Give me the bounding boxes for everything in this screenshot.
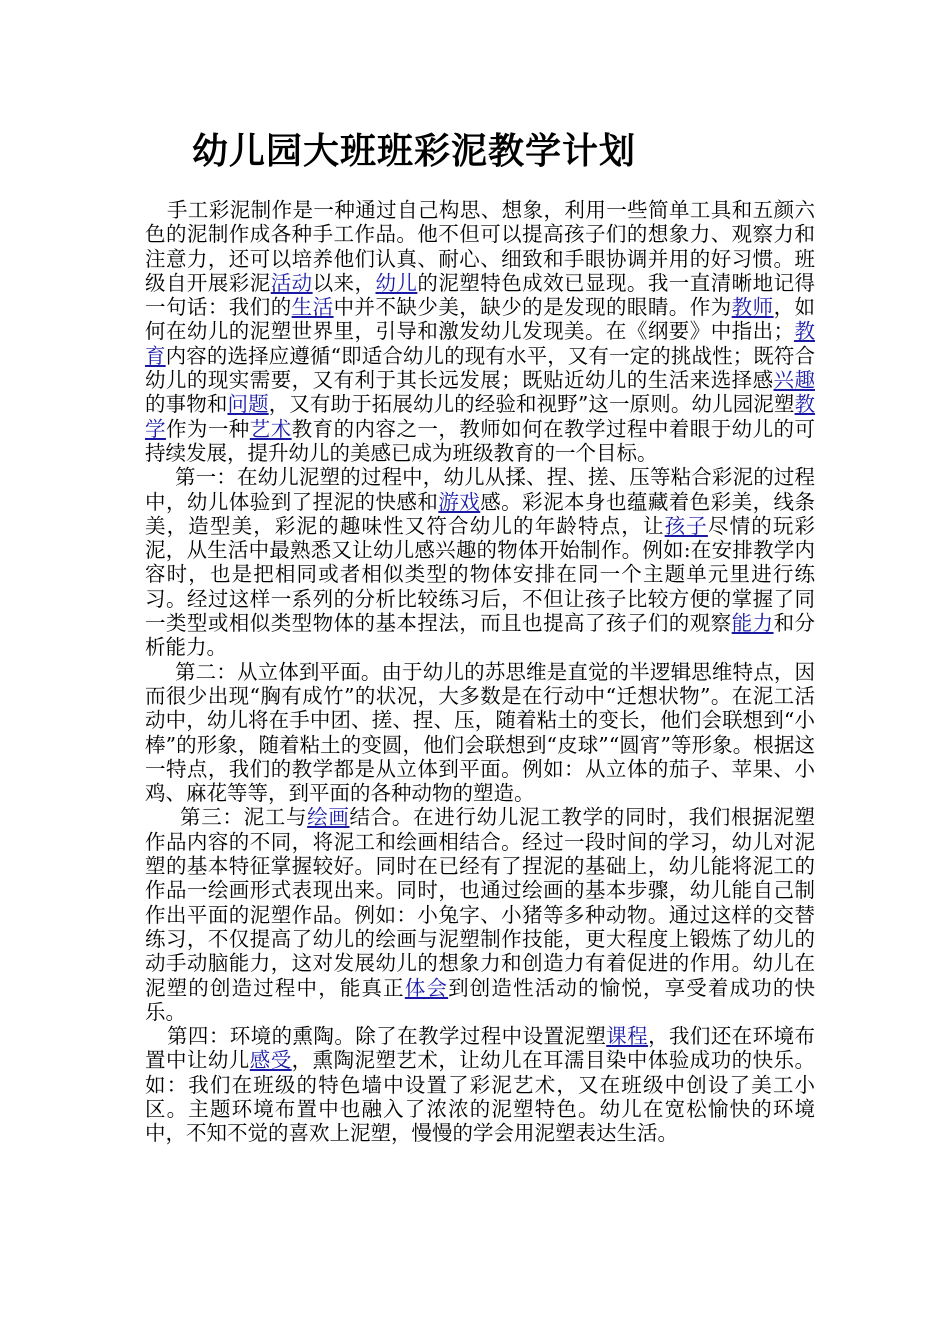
- inline-link[interactable]: 能力: [731, 611, 774, 636]
- document-body: [145, 198, 815, 1146]
- inline-link[interactable]: 课程: [606, 1024, 649, 1049]
- paragraph-text: 中并不缺少美，缺少的是发现的眼睛。作为: [333, 295, 732, 320]
- paragraph-text: 第一：在幼儿泥塑的过程中，幼儿从揉、捏、搓、压等粘合彩泥的过程中，幼儿体验到了捏泥的快感和: [145, 465, 815, 514]
- paragraph-text: ，如何在幼儿的泥塑世界里，引导和激发幼儿发现美。在《纲要》中指出；: [145, 295, 816, 344]
- paragraph-text: 以来，: [312, 270, 376, 295]
- paragraph-fourth: [145, 1024, 815, 1145]
- paragraph-text: ，又有助于拓展幼儿的经验和视野”这一原则。幼儿园泥塑: [268, 392, 795, 417]
- inline-link[interactable]: 体会: [404, 975, 449, 1000]
- paragraph-text: 手工彩泥制作是一种通过自己构思、想象，利用一些简单工具和五颜六色的泥制作成各种手工作品。他不但可以提高孩子们的想象力、观察力和注意力，还可以培养他们认真、耐心、细致和手眼协调并用的好习惯。班级自开展彩泥: [145, 198, 815, 295]
- paragraph-text: 感。彩泥本身也蕴藏着色彩美，线条美，造型美，彩泥的趣味性又符合幼儿的年龄特点，让: [145, 489, 816, 538]
- paragraph-text: 和分析能力。: [145, 611, 816, 660]
- inline-link[interactable]: 幼儿: [375, 270, 418, 295]
- paragraph-text: 到创造性活动的愉悦，享受着成功的快乐。: [145, 975, 816, 1024]
- inline-link[interactable]: 绘画: [307, 805, 350, 830]
- paragraph-text: 内容的选择应遵循“即适合幼儿的现有水平，又有一定的挑战性；既符合幼儿的现实需要，又有利于其长远发展；既贴近幼儿的生活来选择感: [145, 343, 816, 393]
- inline-link[interactable]: 教育: [145, 319, 815, 368]
- document-title: 幼儿园大班班彩泥教学计划: [192, 131, 637, 172]
- paragraph-text: 的泥塑特色成效已显现。我一直清晰地记得一句话：我们的: [145, 270, 816, 320]
- paragraph-second: [145, 660, 815, 806]
- paragraph-text: 第二：从立体到平面。由于幼儿的苏思维是直觉的半逻辑思维特点，因而很少出现“胸有成竹”的状况，大多数是在行动中“迁想状物”。在泥工活动中，幼儿将在手中团、搓、捏、压，随着粘土的变长，他们会联想到“小棒”的形象，随着粘土的变圆，他们会联想到“皮球”“圆宵”等形象。根据这一特点，我们的教学都是从立体到平面。例如：从立体的茄子、苹果、小鸡、麻花等等，到平面的各种动物的塑造。: [145, 659, 815, 806]
- inline-link[interactable]: 教学: [145, 392, 816, 441]
- paragraph-text: ，熏陶泥塑艺术，让幼儿在耳濡目染中体验成功的快乐。如：我们在班级的特色墙中设置了彩泥艺术，又在班级中创设了美工小区。主题环境布置中也融入了浓浓的泥塑特色。幼儿在宽松愉快的环境中，不知不觉的喜欢上泥塑，慢慢的学会用泥塑表达生活。: [145, 1048, 816, 1146]
- inline-link[interactable]: 感受: [249, 1048, 292, 1073]
- inline-link[interactable]: 活动: [270, 270, 313, 295]
- inline-link[interactable]: 问题: [227, 392, 269, 417]
- inline-link[interactable]: 教师: [731, 295, 774, 320]
- paragraph-text: 的事物和: [145, 392, 228, 417]
- inline-link[interactable]: 游戏: [438, 489, 481, 514]
- paragraph-text: 教育的内容之一，教师如何在教学过程中着眼于幼儿的可持续发展，提升幼儿的美感已成为班级教育的一个目标。: [145, 416, 816, 465]
- paragraph-intro: [145, 198, 815, 465]
- paragraph-text: ，我们还在环境布置中让幼儿: [145, 1024, 816, 1073]
- paragraph-text: 第四：环境的熏陶。除了在教学过程中设置泥塑: [167, 1024, 607, 1049]
- paragraph-first: [145, 465, 815, 659]
- paragraph-text: 作为一种: [165, 416, 250, 441]
- inline-link[interactable]: 孩子: [664, 513, 708, 538]
- paragraph-text: 结合。在进行幼儿泥工教学的同时，我们根据泥塑作品内容的不同，将泥工和绘画相结合。经过一段时间的学习，幼儿对泥塑的基本特征掌握较好。同时在已经有了捏泥的基础上，幼儿能将泥工的作品一绘画形式表现出来。同时，也通过绘画的基本步骤，幼儿能自己制作出平面的泥塑作品。例如：小兔字、小猪等多种动物。通过这样的交替练习，不仅提高了幼儿的绘画与泥塑制作技能，更大程度上锻炼了幼儿的动手动脑能力，这对发展幼儿的想象力和创造力有着促进的作用。幼儿在泥塑的创造过程中，能真正: [145, 805, 816, 1000]
- paragraph-text: 尽情的玩彩泥，从生活中最熟悉又让幼儿感兴趣的物体开始制作。例如:在安排教学内容时，也是把相同或者相似类型的物体安排在同一个主题单元里进行练习。经过这样一系列的分析比较练习后，不但让孩子比较方便的掌握了同一类型或相似类型物体的基本捏法，而且也提高了孩子们的观察: [145, 513, 816, 636]
- paragraph-third: [145, 805, 815, 1024]
- paragraph-text: 第三：泥工与: [180, 805, 308, 830]
- inline-link[interactable]: 艺术: [249, 416, 292, 441]
- inline-link[interactable]: 兴趣: [773, 368, 815, 393]
- inline-link[interactable]: 生活: [291, 295, 334, 320]
